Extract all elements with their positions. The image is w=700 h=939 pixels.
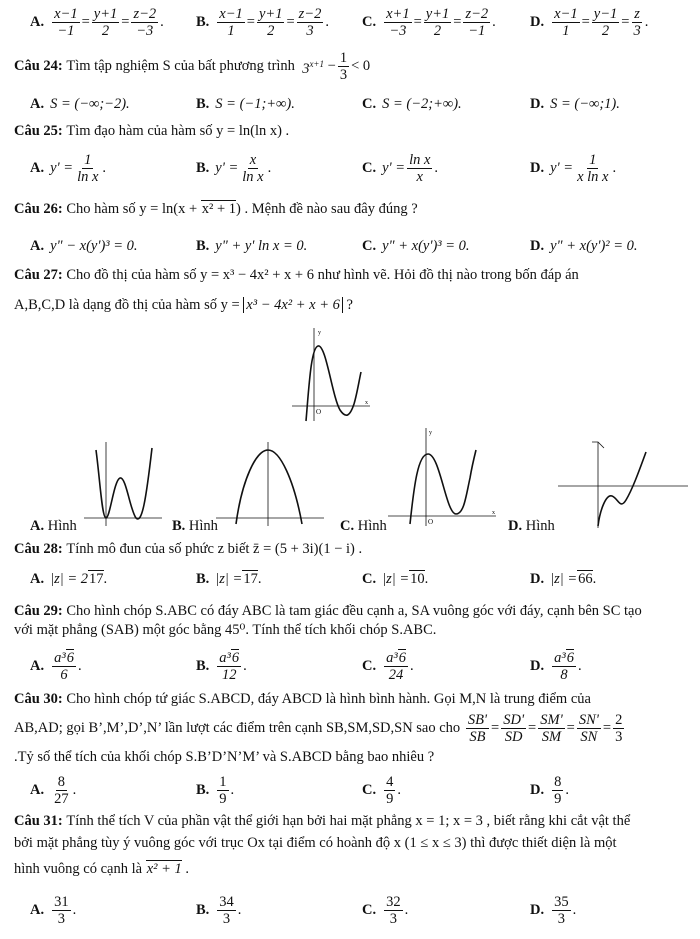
q31-option-a[interactable]: A. 31 3 . (30, 894, 77, 927)
curve-b (236, 450, 302, 524)
q27-label-b[interactable]: B. Hình (172, 518, 218, 534)
q27-main-graph (292, 326, 372, 422)
q26-option-b[interactable]: B. y" + y' ln x = 0. (196, 238, 308, 254)
curve-c (410, 450, 476, 524)
svg-text:O: O (428, 518, 434, 526)
q27-label-c[interactable]: C. Hình (340, 518, 387, 534)
q29-question-line2: với mặt phẳng (SAB) một góc bằng 45⁰. Tính thể tích khối chóp S.ABC. (14, 622, 437, 638)
q28-option-c[interactable]: C. |z| = 10 . (362, 570, 429, 587)
q31-question-line1: Câu 31: Tính thể tích V của phần vật thể giới hạn bởi hai mặt phẳng x = 1; x = 3 , biết rằng khi cắt vật thể (14, 813, 631, 829)
q31-question-line2: bởi mặt phẳng tùy ý vuông góc với trục Ox tại điểm có hoành độ x (1 ≤ x ≤ 3) thì được thiết diện là một (14, 835, 617, 851)
q30-options (0, 772, 700, 812)
q25-option-d[interactable]: D. y' = $\frac{1}{\text{x ln x}}$ . (530, 152, 617, 185)
q27-question-line1: Câu 27: Cho đồ thị của hàm số y = x³ − 4x² + x + 6 như hình vẽ. Hỏi đồ thị nào trong bốn đáp án (14, 267, 579, 283)
curve-d (598, 452, 646, 526)
q30-question-line2: AB,AD; gọi B’,M’,D’,N’ lần lượt các điểm trên cạnh SB,SM,SD,SN sao cho $\frac{SB'}{SB}$ = $\frac{SD'}{SD}$ = $\frac{SM'}{SM}$ = $\frac{SN'}{SN}$ = $\frac{2}{3}$ (14, 712, 623, 745)
q24-option-a[interactable]: A. S = (−∞;−2). (30, 96, 130, 112)
q30-option-d[interactable]: D. 8 9 . (530, 774, 569, 807)
q24-question: Câu 24: Tìm tập nghiệm S của bất phương trình $3^{x+1}$ − $\frac{1}{3}$ < 0 (14, 50, 371, 83)
q27-label-a[interactable]: A. Hình (30, 518, 77, 534)
q28-option-d[interactable]: D. |z| = 66 . (530, 570, 597, 587)
q30-option-b[interactable]: B. 1 9 . (196, 774, 235, 807)
q29-option-a[interactable]: A. a³6 6 . (30, 650, 82, 683)
q23-option-c[interactable]: C. $\frac{x+1}{-3}$ = $\frac{y+1}{2}$ = $\frac{z-2}{-1}$ . (362, 6, 496, 39)
q29-option-b[interactable]: B. a³6 12 . (196, 650, 247, 683)
q24-expression: $3^{x+1}$ (302, 58, 325, 77)
q23-option-d[interactable]: D. $\frac{x-1}{1}$ = $\frac{y-1}{2}$ = $\frac{z}{3}$ . (530, 6, 649, 39)
q26-option-a[interactable]: A. y" − x(y')³ = 0. (30, 238, 138, 254)
q30-question-line3: .Tỷ số thể tích của khối chóp S.B’D’N’M’ và S.ABCD bằng bao nhiêu ? (14, 749, 435, 765)
q29-option-c[interactable]: C. a³6 24 . (362, 650, 414, 683)
q25-option-a[interactable]: A. y' = $\frac{1}{\text{ln x}}$ . (30, 152, 107, 185)
q28-option-a[interactable]: A. |z| = 2 17 . (30, 570, 108, 587)
svg-text:x: x (492, 510, 495, 516)
q24-option-c[interactable]: C. S = (−2;+∞). (362, 96, 462, 112)
q30-question-line1: Câu 30: Cho hình chóp tứ giác S.ABCD, đáy ABCD là hình bình hành. Gọi M,N là trung điểm của (14, 691, 591, 707)
q31-options (0, 892, 700, 932)
q24-option-d[interactable]: D. S = (−∞;1). (530, 96, 620, 112)
q27-label-d[interactable]: D. Hình (508, 518, 555, 534)
q27-graph-b (216, 440, 326, 528)
q26-option-d[interactable]: D. y" + x(y')² = 0. (530, 238, 638, 254)
q29-option-d[interactable]: D. a³6 8 . (530, 650, 582, 683)
curve-a (96, 448, 152, 519)
q29-options (0, 648, 700, 692)
q25-option-c[interactable]: C. y' = $\frac{\text{ln x}}{x}$ . (362, 152, 439, 185)
q23-option-b[interactable]: B. $\frac{x-1}{1}$ = $\frac{y+1}{2}$ = $\frac{z-2}{3}$ . (196, 6, 329, 39)
q30-option-c[interactable]: C. 4 9 . (362, 774, 401, 807)
q31-question-line3: hình vuông có cạnh là x² + 1 . (14, 861, 190, 877)
svg-text:y: y (429, 430, 432, 436)
q24-option-b[interactable]: B. S = (−1;+∞). (196, 96, 295, 112)
q27-question-line2: A,B,C,D là dạng đồ thị của hàm số y = x³ − 4x² + x + 6 ? (14, 297, 353, 313)
origin-label: O (316, 408, 322, 416)
y-axis-label: y (318, 330, 321, 336)
q28-option-b[interactable]: B. |z| = 17 . (196, 570, 262, 587)
q25-options (0, 150, 700, 190)
q31-option-d[interactable]: D. 35 3 . (530, 894, 577, 927)
q30-option-a[interactable]: A. 8 27 . (30, 774, 77, 807)
q26-option-c[interactable]: C. y" + x(y')³ = 0. (362, 238, 470, 254)
q27-graph-d (556, 440, 690, 530)
q25-question: Câu 25: Tìm đạo hàm của hàm số y = ln(ln x) . (14, 123, 290, 139)
q27-graph-a (84, 440, 164, 528)
q23-options (0, 2, 700, 42)
q26-question: Câu 26: Cho hàm số y = ln(x + x² + 1) . Mệnh đề nào sau đây đúng ? (14, 201, 418, 217)
x-axis-label: x (365, 400, 368, 406)
q25-option-b[interactable]: B. y' = $\frac{x}{\text{ln x}}$ . (196, 152, 272, 185)
q31-option-c[interactable]: C. 32 3 . (362, 894, 409, 927)
q27-graph-c (388, 426, 498, 528)
q23-option-a[interactable]: A. $\frac{x-1}{-1}$ = $\frac{y+1}{2}$ = $\frac{z-2}{-3}$ . (30, 6, 164, 39)
q28-question: Câu 28: Tính mô đun của số phức z biết z̄ = (5 + 3i)(1 − i) . (14, 541, 363, 557)
q31-option-b[interactable]: B. 34 3 . (196, 894, 242, 927)
q29-question-line1: Câu 29: Cho hình chóp S.ABC có đáy ABC là tam giác đều cạnh a, SA vuông góc với đáy, cạnh bên SC tạo (14, 603, 642, 619)
